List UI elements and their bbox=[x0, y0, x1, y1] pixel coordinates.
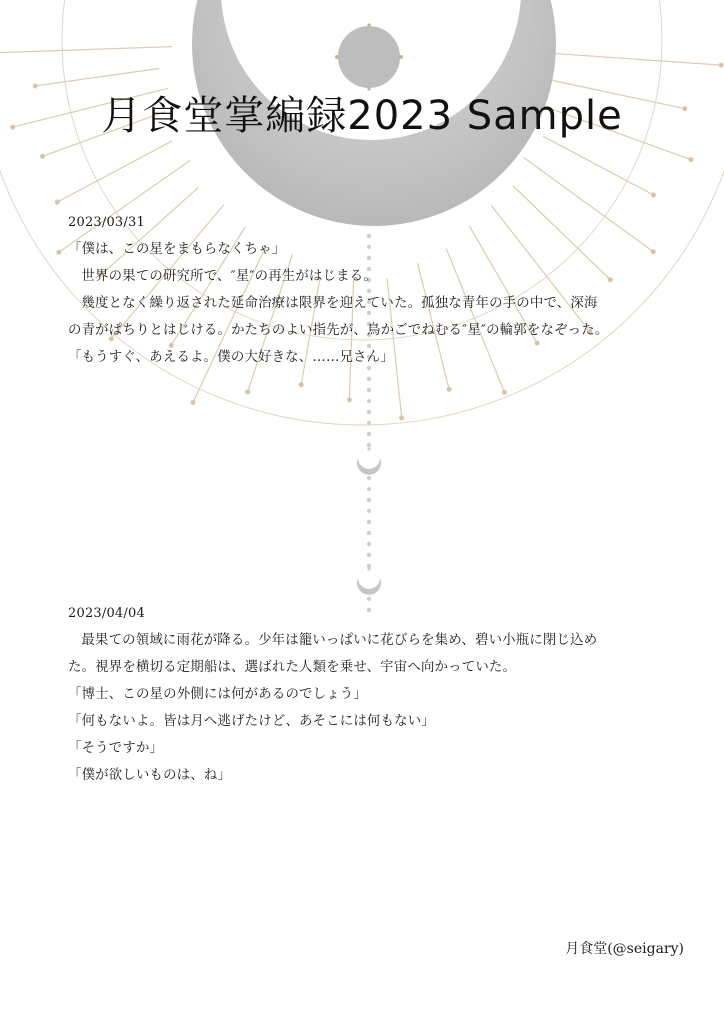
entry-date: 2023/03/31 bbox=[68, 215, 145, 230]
entry-line: た。視界を横切る定期船は、選ばれた人類を乗せ、宇宙へ向かっていた。 bbox=[68, 660, 517, 675]
chain-dot bbox=[367, 377, 371, 381]
sunburst-ray bbox=[552, 53, 722, 65]
chain-dot bbox=[367, 509, 371, 513]
chain-dot bbox=[367, 553, 371, 557]
entry-line: 最果ての領域に雨花が降る。少年は籠いっぱいに花びらを集め、碧い小瓶に閉じ込め bbox=[81, 633, 598, 648]
entry-line: 「博士、この星の外側には何があるのでしょう」 bbox=[68, 687, 367, 702]
entry-line: 「そうですか」 bbox=[68, 741, 164, 756]
entry-2023-04-04 bbox=[68, 603, 668, 789]
ray-tip bbox=[57, 250, 61, 254]
chain-dot bbox=[367, 421, 371, 425]
ray-tip bbox=[347, 398, 351, 402]
entry-date: 2023/04/04 bbox=[68, 606, 145, 621]
ray-tip bbox=[299, 383, 303, 387]
crescent-moon-icon bbox=[357, 447, 381, 474]
sunburst-ray bbox=[543, 136, 653, 195]
ray-tip bbox=[41, 154, 45, 158]
entry-line: 「何もないよ。皆は月へ逃げたけど、あそこには何もない」 bbox=[68, 714, 435, 729]
chain-dot bbox=[367, 476, 371, 480]
entry-line: 「僕は、この星をまもらなくちゃ」 bbox=[68, 242, 286, 257]
entry-line: 「僕が欲しいものは、ね」 bbox=[68, 768, 232, 783]
ray-tip bbox=[191, 401, 195, 405]
ray-tip bbox=[719, 63, 723, 67]
chain-dot bbox=[367, 498, 371, 502]
chain-dot bbox=[367, 432, 371, 436]
sunburst-ray bbox=[57, 141, 172, 202]
entry-line: 「もうすぐ、あえるよ。僕の大好きな、……兄さん」 bbox=[68, 350, 394, 365]
chain-dot bbox=[367, 487, 371, 491]
author-signature: 月食堂(@seigary) bbox=[565, 941, 684, 957]
chain-dot bbox=[367, 399, 371, 403]
chain-dot bbox=[367, 410, 371, 414]
page-title: 月食堂掌編録2023 Sample bbox=[101, 93, 623, 139]
ray-tip bbox=[651, 193, 655, 197]
ray-tip bbox=[689, 158, 693, 162]
small-moon bbox=[338, 26, 400, 88]
ray-tip bbox=[502, 390, 506, 394]
crescent-moon-icon bbox=[357, 567, 381, 594]
entry-line: 世界の果ての研究所で、″星″の再生がはじまる。 bbox=[81, 269, 377, 284]
chain-dot bbox=[367, 531, 371, 535]
entry-2023-03-31 bbox=[68, 212, 668, 371]
entry-line: の青がぱちりとはじける。かたちのよい指先が、鳥かごでねむる″星″の輪郭をなぞった。 bbox=[68, 323, 609, 338]
chain-dot bbox=[367, 520, 371, 524]
chain-dot bbox=[367, 388, 371, 392]
chain-dot bbox=[367, 597, 371, 601]
ray-tip bbox=[447, 387, 451, 391]
entry-line: 幾度となく繰り返された延命治療は限界を迎えていた。孤独な青年の手の中で、深海 bbox=[81, 296, 598, 311]
chain-dot bbox=[367, 443, 371, 447]
chain-dot bbox=[367, 542, 371, 546]
ray-tip bbox=[246, 390, 250, 394]
ray-tip bbox=[400, 416, 404, 420]
ray-tip bbox=[55, 200, 59, 204]
sunburst-ray bbox=[0, 47, 172, 53]
